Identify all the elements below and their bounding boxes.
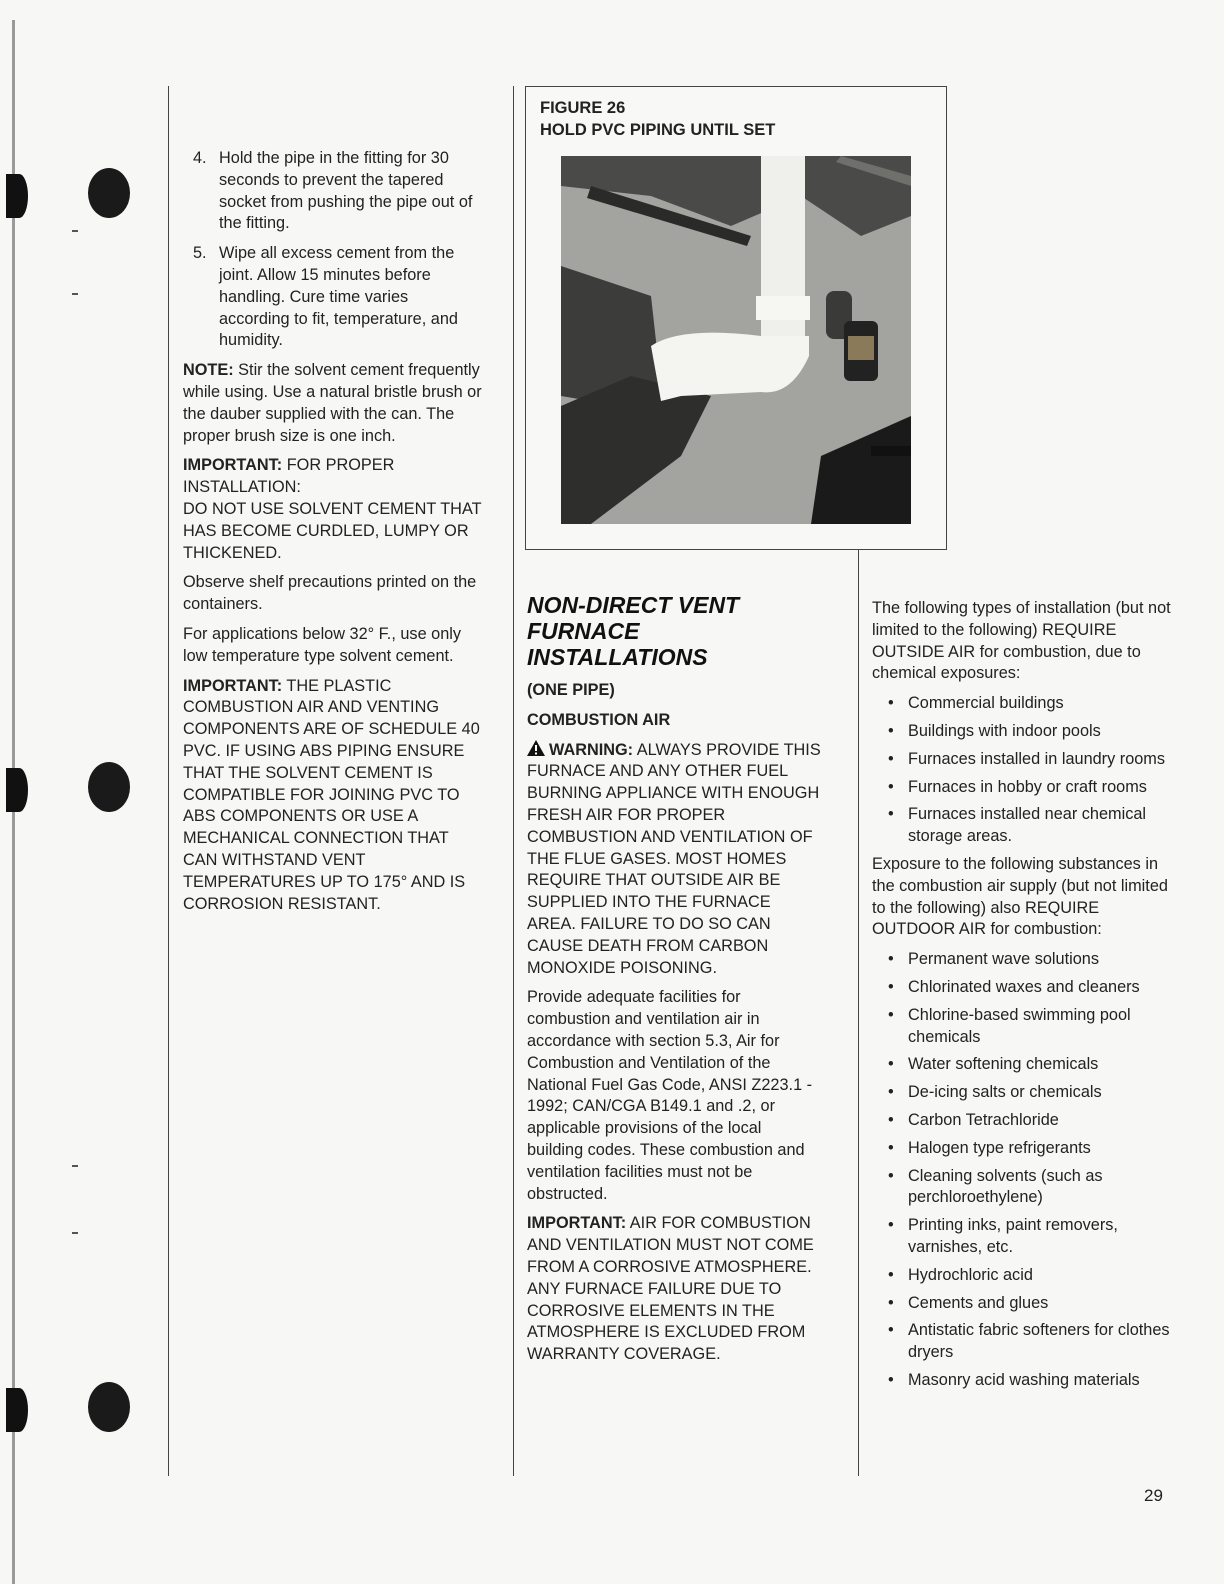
margin-mark bbox=[72, 1165, 78, 1167]
margin-mark bbox=[72, 293, 78, 295]
list-item: • Buildings with indoor pools bbox=[872, 721, 1172, 743]
list-item: • Cleaning solvents (such as perchloroethylene) bbox=[872, 1166, 1172, 1210]
note-paragraph: NOTE: Stir the solvent cement frequently while using. Use a natural bristle brush or the dauber supplied with the can. The proper brush size is one inch. bbox=[183, 361, 482, 445]
list-item: • Carbon Tetrachloride bbox=[872, 1110, 1172, 1132]
list-item: • Furnaces installed in laundry rooms bbox=[872, 749, 1172, 771]
list-item: • Hydrochloric acid bbox=[872, 1265, 1172, 1287]
middle-column bbox=[527, 592, 821, 1374]
important-paragraph-1: IMPORTANT: FOR PROPER INSTALLATION: DO NOT USE SOLVENT CEMENT THAT HAS BECOME CURDLED, LUMPY OR THICKENED. bbox=[183, 456, 482, 562]
list-item: • Chlorine-based swimming pool chemicals bbox=[872, 1005, 1172, 1049]
figure-26 bbox=[525, 86, 947, 550]
list-item: 5. Wipe all excess cement from the joint. Allow 15 minutes before handling. Cure time varies according to fit, temperature, and humidity. bbox=[193, 244, 458, 350]
warning-paragraph: WARNING: ALWAYS PROVIDE THIS FURNACE AND ANY OTHER FUEL BURNING APPLIANCE WITH ENOUGH FRESH AIR FOR PROPER COMBUSTION AND VENTILATION OF THE FLUE GASES. MOST HOMES REQUIRE THAT OUTSIDE AIR BE SUPPLIED INTO THE FURNACE AREA. FAILURE TO DO SO CAN CAUSE DEATH FROM CARBON MONOXIDE POISONING. bbox=[527, 740, 821, 977]
margin-mark bbox=[72, 1232, 78, 1234]
substances-list bbox=[872, 949, 1172, 1392]
figure-title: FIGURE 26 HOLD PVC PIPING UNTIL SET bbox=[540, 99, 776, 139]
column-rule-middle bbox=[513, 86, 514, 1476]
list-item: • De-icing salts or chemicals bbox=[872, 1082, 1172, 1104]
list-item: • Halogen type refrigerants bbox=[872, 1138, 1172, 1160]
intro-paragraph-2: Exposure to the following substances in the combustion air supply (but not limited to the following) also REQUIRE OUTDOOR AIR for combustion: bbox=[872, 854, 1168, 939]
list-item: • Water softening chemicals bbox=[872, 1054, 1172, 1076]
intro-paragraph-1: The following types of installation (but not limited to the following) REQUIRE OUTSIDE AIR for combustion, due to chemical exposures: bbox=[872, 599, 1171, 683]
list-item: 4. Hold the pipe in the fitting for 30 seconds to prevent the tapered socket from pushing the pipe out of the fitting. bbox=[193, 149, 473, 233]
binder-hole-bottom bbox=[6, 1382, 52, 1438]
column-rule-right bbox=[858, 548, 859, 1476]
margin-mark bbox=[72, 230, 78, 232]
page-number: 29 bbox=[1144, 1486, 1163, 1505]
list-item: • Chlorinated waxes and cleaners bbox=[872, 977, 1172, 999]
important-paragraph-2: IMPORTANT: THE PLASTIC COMBUSTION AIR AND VENTING COMPONENTS ARE OF SCHEDULE 40 PVC. IF USING ABS PIPING ENSURE THAT THE SOLVENT CEMENT IS COMPATIBLE FOR JOINING PVC TO ABS COMPONENTS OR USE A MECHANICAL CONNECTION THAT CAN WITHSTAND VENT TEMPERATURES UP TO 175° AND IS CORROSION RESISTANT. bbox=[183, 676, 480, 913]
temperature-paragraph: For applications below 32° F., use only low temperature type solvent cement. bbox=[183, 624, 462, 665]
section-heading: NON-DIRECT VENT FURNACE INSTALLATIONS bbox=[527, 592, 740, 670]
shelf-paragraph: Observe shelf precautions printed on the containers. bbox=[183, 573, 477, 614]
steps-list bbox=[183, 148, 483, 352]
list-item: • Permanent wave solutions bbox=[872, 949, 1172, 971]
list-item: • Printing inks, paint removers, varnishes, etc. bbox=[872, 1215, 1172, 1259]
left-column bbox=[183, 148, 483, 923]
right-column bbox=[872, 598, 1172, 1398]
list-item: • Furnaces in hobby or craft rooms bbox=[872, 777, 1172, 799]
list-item: • Antistatic fabric softeners for clothes dryers bbox=[872, 1320, 1172, 1364]
binder-hole-top bbox=[6, 168, 52, 224]
list-item: • Furnaces installed near chemical storage areas. bbox=[872, 804, 1172, 848]
provide-paragraph: Provide adequate facilities for combustion and ventilation air in accordance with section 5.3, Air for Combustion and Ventilation of the National Fuel Gas Code, ANSI Z223.1 - 1992; CAN/CGA B149.1 and .2, or applicable provisions of the local building codes. These combustion and ventilation facilities must not be obstructed. bbox=[527, 988, 813, 1203]
warning-icon bbox=[527, 740, 545, 756]
subheading-combustion-air: COMBUSTION AIR bbox=[527, 710, 671, 729]
pvc-piping-photo bbox=[561, 156, 911, 524]
list-item: • Masonry acid washing materials bbox=[872, 1370, 1172, 1392]
important-paragraph-3: IMPORTANT: AIR FOR COMBUSTION AND VENTILATION MUST NOT COME FROM A CORROSIVE ATMOSPHERE. ANY FURNACE FAILURE DUE TO CORROSIVE ELEMENTS IN THE ATMOSPHERE IS EXCLUDED FROM WARRANTY COVERAGE. bbox=[527, 1214, 814, 1364]
binder-hole-middle bbox=[6, 762, 52, 818]
subheading-one-pipe: (ONE PIPE) bbox=[527, 681, 615, 699]
column-rule-left bbox=[168, 86, 169, 1476]
installation-types-list bbox=[872, 693, 1172, 848]
list-item: • Cements and glues bbox=[872, 1293, 1172, 1315]
list-item: • Commercial buildings bbox=[872, 693, 1172, 715]
